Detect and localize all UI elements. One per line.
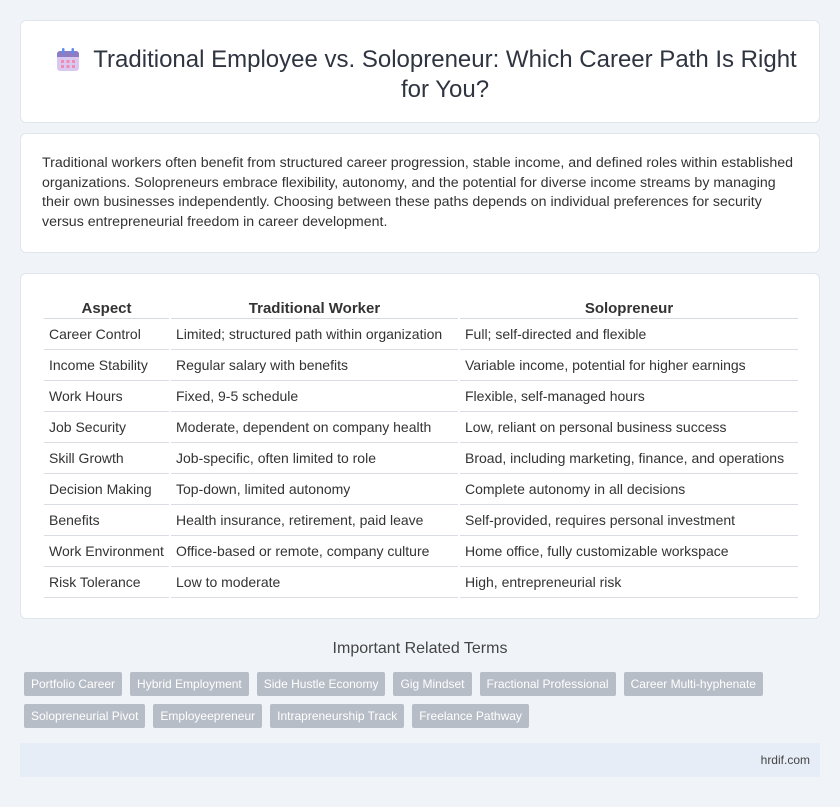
title-card — [20, 20, 820, 123]
calendar-icon — [55, 47, 81, 73]
cell-aspect: Income Stability — [44, 350, 169, 381]
table-row — [44, 443, 798, 474]
cell-solopreneur: Flexible, self-managed hours — [460, 381, 798, 412]
table-row — [44, 505, 798, 536]
cell-solopreneur: Full; self-directed and flexible — [460, 319, 798, 350]
cell-solopreneur: Self-provided, requires personal investment — [460, 505, 798, 536]
cell-traditional: Office-based or remote, company culture — [171, 536, 458, 567]
related-term-tag[interactable]: Career Multi-hyphenate — [624, 672, 763, 696]
related-term-tag[interactable]: Solopreneurial Pivot — [24, 704, 145, 728]
table-row — [44, 567, 798, 598]
cell-traditional: Regular salary with benefits — [171, 350, 458, 381]
cell-aspect: Job Security — [44, 412, 169, 443]
table-row — [44, 350, 798, 381]
table-row — [44, 536, 798, 567]
related-term-tag[interactable]: Side Hustle Economy — [257, 672, 386, 696]
cell-solopreneur: Variable income, potential for higher earnings — [460, 350, 798, 381]
cell-solopreneur: Broad, including marketing, finance, and operations — [460, 443, 798, 474]
cell-solopreneur: Home office, fully customizable workspace — [460, 536, 798, 567]
table-row — [44, 319, 798, 350]
related-terms-title: Important Related Terms — [332, 640, 508, 657]
cell-solopreneur: Low, reliant on personal business success — [460, 412, 798, 443]
cell-aspect: Risk Tolerance — [44, 567, 169, 598]
cell-solopreneur: High, entrepreneurial risk — [460, 567, 798, 598]
cell-solopreneur: Complete autonomy in all decisions — [460, 474, 798, 505]
comparison-table — [42, 295, 800, 598]
related-term-tag[interactable]: Employeepreneur — [153, 704, 262, 728]
cell-traditional: Limited; structured path within organization — [171, 319, 458, 350]
cell-traditional: Job-specific, often limited to role — [171, 443, 458, 474]
footer-site-link[interactable]: hrdif.com — [760, 753, 810, 767]
cell-traditional: Fixed, 9-5 schedule — [171, 381, 458, 412]
related-term-tag[interactable]: Hybrid Employment — [130, 672, 249, 696]
related-term-tag[interactable]: Intrapreneurship Track — [270, 704, 404, 728]
table-row — [44, 381, 798, 412]
header-aspect: Aspect — [44, 295, 169, 319]
header-traditional-worker: Traditional Worker — [171, 295, 458, 319]
cell-aspect: Decision Making — [44, 474, 169, 505]
cell-aspect: Career Control — [44, 319, 169, 350]
intro-text: Traditional workers often benefit from structured career progression, stable income, and defined roles within established organizations. Solopreneurs embrace flexibility, autonomy, and the potential for diverse income streams by managing their own businesses independently. Choosing between these paths depends on individual preferences for security versus entrepreneurial freedom in career development. — [42, 155, 794, 230]
table-row — [44, 474, 798, 505]
footer — [20, 743, 820, 777]
related-term-tag[interactable]: Portfolio Career — [24, 672, 122, 696]
related-term-tag[interactable]: Gig Mindset — [393, 672, 471, 696]
table-header-row — [44, 295, 798, 319]
page-title: Traditional Employee vs. Solopreneur: Which Career Path Is Right for You? — [93, 46, 797, 103]
cell-traditional: Moderate, dependent on company health — [171, 412, 458, 443]
cell-aspect: Benefits — [44, 505, 169, 536]
intro-card — [20, 133, 820, 253]
cell-aspect: Work Hours — [44, 381, 169, 412]
cell-traditional: Health insurance, retirement, paid leave — [171, 505, 458, 536]
cell-traditional: Top-down, limited autonomy — [171, 474, 458, 505]
comparison-card — [20, 273, 820, 619]
cell-aspect: Skill Growth — [44, 443, 169, 474]
related-term-tag[interactable]: Fractional Professional — [480, 672, 616, 696]
cell-aspect: Work Environment — [44, 536, 169, 567]
related-terms-list — [24, 672, 804, 728]
related-term-tag[interactable]: Freelance Pathway — [412, 704, 529, 728]
header-solopreneur: Solopreneur — [460, 295, 798, 319]
table-row — [44, 412, 798, 443]
cell-traditional: Low to moderate — [171, 567, 458, 598]
